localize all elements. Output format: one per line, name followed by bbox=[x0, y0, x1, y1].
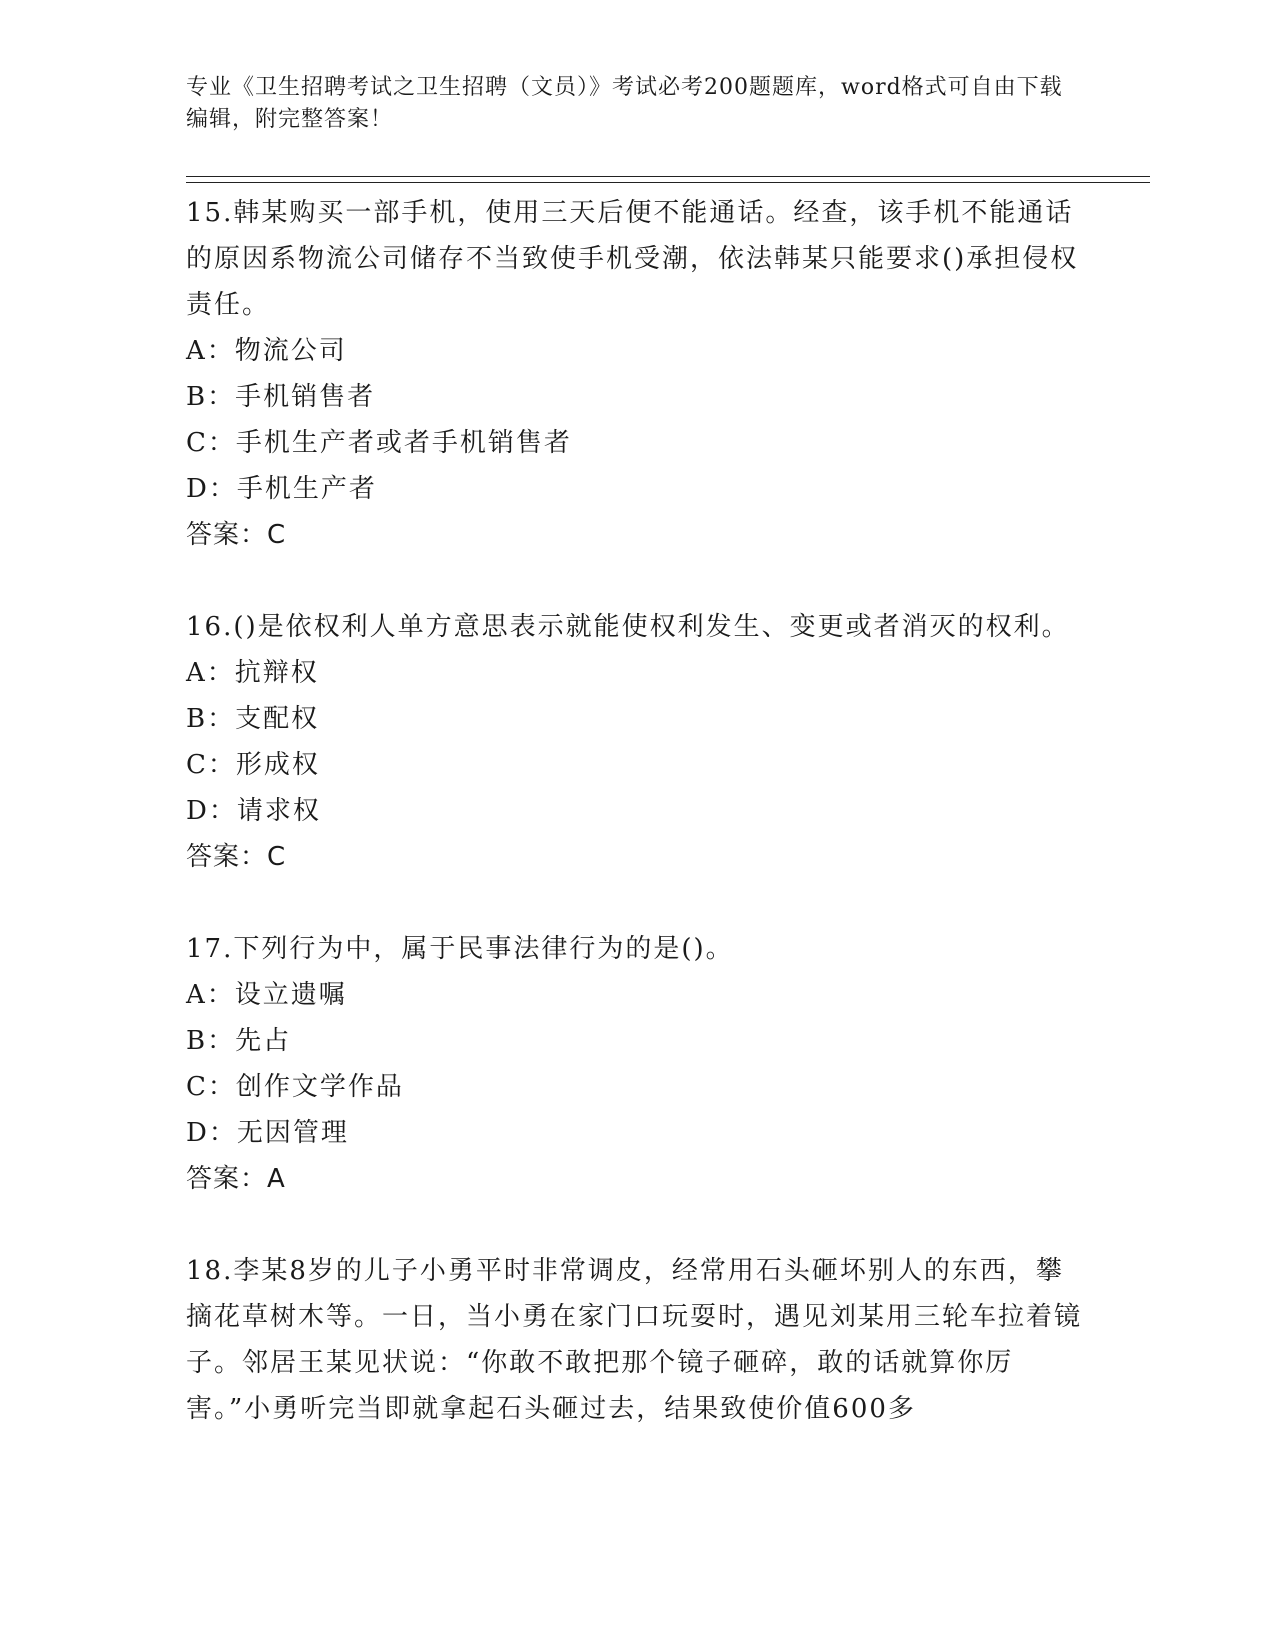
header-divider-bottom bbox=[186, 182, 1150, 183]
option-b: B：支配权 bbox=[186, 704, 320, 734]
option-a: A：设立遗嘱 bbox=[186, 980, 347, 1010]
question-stem: 17.下列行为中，属于民事法律行为的是()。 bbox=[186, 934, 734, 964]
question-15 bbox=[186, 190, 1086, 558]
spacer bbox=[186, 1202, 1086, 1248]
answer-line: 答案：C bbox=[186, 520, 287, 550]
option-d: D：请求权 bbox=[186, 796, 321, 826]
option-c: C：手机生产者或者手机销售者 bbox=[186, 428, 572, 458]
option-a: A：物流公司 bbox=[186, 336, 347, 366]
option-b: B：手机销售者 bbox=[186, 382, 376, 412]
option-d: D：手机生产者 bbox=[186, 474, 377, 504]
answer-line: 答案：C bbox=[186, 842, 287, 872]
question-18 bbox=[186, 1248, 1086, 1432]
option-d: D：无因管理 bbox=[186, 1118, 349, 1148]
option-c: C：形成权 bbox=[186, 750, 320, 780]
document-header: 专业《卫生招聘考试之卫生招聘（文员）》考试必考200题题库，word格式可自由下载编辑，附完整答案！ bbox=[186, 75, 1063, 132]
question-stem: 18.李某8岁的儿子小勇平时非常调皮，经常用石头砸坏别人的东西，攀摘花草树木等。一日，当小勇在家门口玩耍时，遇见刘某用三轮车拉着镜子。邻居王某见状说：“你敢不敢把那个镜子砸碎，敢的话就算你厉害。”小勇听完当即就拿起石头砸过去，结果致使价值600多 bbox=[186, 1256, 1083, 1424]
question-16 bbox=[186, 604, 1086, 880]
header-divider-top bbox=[186, 176, 1150, 177]
option-b: B：先占 bbox=[186, 1026, 292, 1056]
option-c: C：创作文学作品 bbox=[186, 1072, 404, 1102]
question-list bbox=[186, 190, 1086, 1432]
question-stem: 16.()是依权利人单方意思表示就能使权利发生、变更或者消灭的权利。 bbox=[186, 612, 1070, 642]
question-stem: 15.韩某购买一部手机，使用三天后便不能通话。经查，该手机不能通话的原因系物流公司储存不当致使手机受潮，依法韩某只能要求()承担侵权责任。 bbox=[186, 198, 1079, 320]
option-a: A：抗辩权 bbox=[186, 658, 319, 688]
spacer bbox=[186, 558, 1086, 604]
answer-line: 答案：A bbox=[186, 1164, 286, 1194]
spacer bbox=[186, 880, 1086, 926]
question-17 bbox=[186, 926, 1086, 1202]
